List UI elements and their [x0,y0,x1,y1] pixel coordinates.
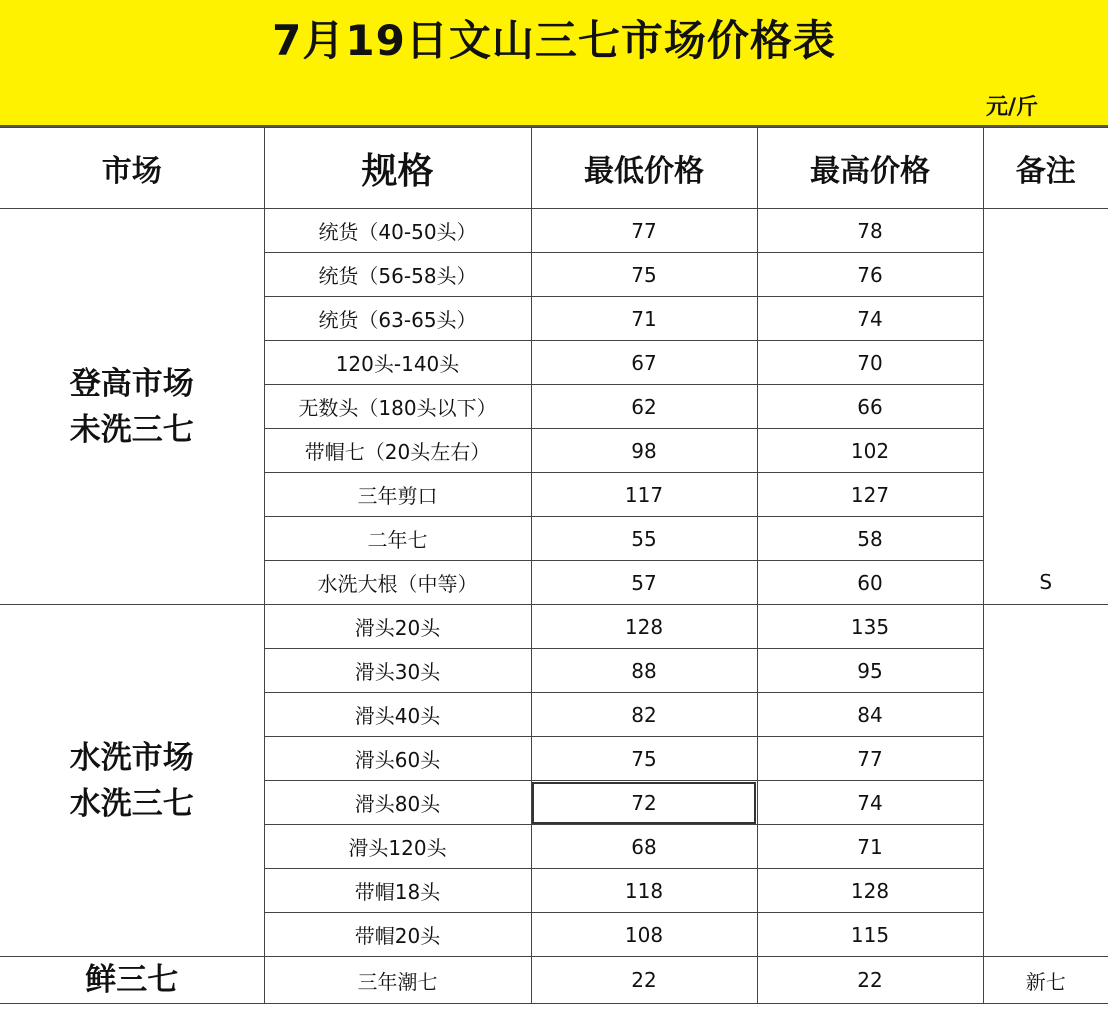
high-price-cell[interactable]: 95 [757,649,983,693]
high-price-cell[interactable]: 102 [757,429,983,473]
spec-cell[interactable]: 统货（56-58头） [264,253,531,297]
spec-cell[interactable]: 统货（63-65头） [264,297,531,341]
low-price-cell[interactable]: 75 [531,253,757,297]
high-price-cell[interactable]: 115 [757,913,983,957]
market-cell-shuixi[interactable] [0,605,264,957]
header-high-price: 最高价格 [757,128,983,209]
low-price-cell[interactable]: 71 [531,297,757,341]
low-price-cell[interactable]: 118 [531,869,757,913]
price-table [0,127,1108,1004]
spec-cell[interactable]: 滑头80头 [264,781,531,825]
high-price-cell[interactable]: 77 [757,737,983,781]
low-price-cell[interactable]: 75 [531,737,757,781]
spec-cell[interactable]: 统货（40-50头） [264,209,531,253]
spec-cell[interactable]: 120头-140头 [264,341,531,385]
high-price-cell[interactable]: 60 [757,561,983,605]
low-price-cell[interactable]: 88 [531,649,757,693]
spec-cell[interactable]: 滑头40头 [264,693,531,737]
low-price-cell[interactable]: 117 [531,473,757,517]
low-price-cell[interactable]: 98 [531,429,757,473]
high-price-cell[interactable]: 71 [757,825,983,869]
table-row [0,957,1108,1004]
low-price-cell[interactable]: 77 [531,209,757,253]
low-price-cell[interactable]: 108 [531,913,757,957]
spec-cell[interactable]: 带帽18头 [264,869,531,913]
market-name: 水洗市场 [69,739,194,776]
high-price-cell[interactable]: 135 [757,605,983,649]
spec-cell[interactable]: 带帽20头 [264,913,531,957]
high-price-cell[interactable]: 76 [757,253,983,297]
low-price-cell-selected[interactable]: 72 [531,781,757,825]
low-price-cell[interactable]: 55 [531,517,757,561]
high-price-cell[interactable]: 128 [757,869,983,913]
note-cell-shuixi[interactable] [983,605,1108,957]
header-spec: 规格 [264,128,531,209]
spec-cell[interactable]: 带帽七（20头左右） [264,429,531,473]
note-cell-denggao[interactable]: S [983,209,1108,605]
title-banner [0,0,1108,127]
high-price-cell[interactable]: 58 [757,517,983,561]
spec-cell[interactable]: 滑头30头 [264,649,531,693]
high-price-cell[interactable]: 22 [757,957,983,1004]
high-price-cell[interactable]: 74 [757,297,983,341]
table-row [0,605,1108,649]
note-cell-fresh[interactable]: 新七 [983,957,1108,1004]
header-note: 备注 [983,128,1108,209]
page-title: 7月19日文山三七市场价格表 [272,16,836,65]
low-price-cell[interactable]: 82 [531,693,757,737]
header-row [0,128,1108,209]
spec-cell[interactable]: 二年七 [264,517,531,561]
table-row [0,209,1108,253]
low-price-cell[interactable]: 62 [531,385,757,429]
header-market: 市场 [0,128,264,209]
high-price-cell[interactable]: 66 [757,385,983,429]
high-price-cell[interactable]: 70 [757,341,983,385]
low-price-cell[interactable]: 57 [531,561,757,605]
low-price-cell[interactable]: 67 [531,341,757,385]
spec-cell[interactable]: 无数头（180头以下） [264,385,531,429]
market-cell-denggao[interactable] [0,209,264,605]
market-subtype: 未洗三七 [69,411,194,448]
header-low-price: 最低价格 [531,128,757,209]
spec-cell[interactable]: 滑头20头 [264,605,531,649]
low-price-cell[interactable]: 68 [531,825,757,869]
spec-cell[interactable]: 三年剪口 [264,473,531,517]
high-price-cell[interactable]: 74 [757,781,983,825]
high-price-cell[interactable]: 127 [757,473,983,517]
high-price-cell[interactable]: 84 [757,693,983,737]
spec-cell[interactable]: 滑头60头 [264,737,531,781]
spec-cell[interactable]: 水洗大根（中等） [264,561,531,605]
market-subtype: 水洗三七 [69,785,194,822]
unit-label: 元/斤 [985,95,1038,120]
low-price-cell[interactable]: 22 [531,957,757,1004]
spec-cell[interactable]: 三年潮七 [264,957,531,1004]
market-name: 登高市场 [69,365,194,402]
spec-cell[interactable]: 滑头120头 [264,825,531,869]
high-price-cell[interactable]: 78 [757,209,983,253]
market-cell-fresh[interactable]: 鲜三七 [0,957,264,1004]
low-price-cell[interactable]: 128 [531,605,757,649]
